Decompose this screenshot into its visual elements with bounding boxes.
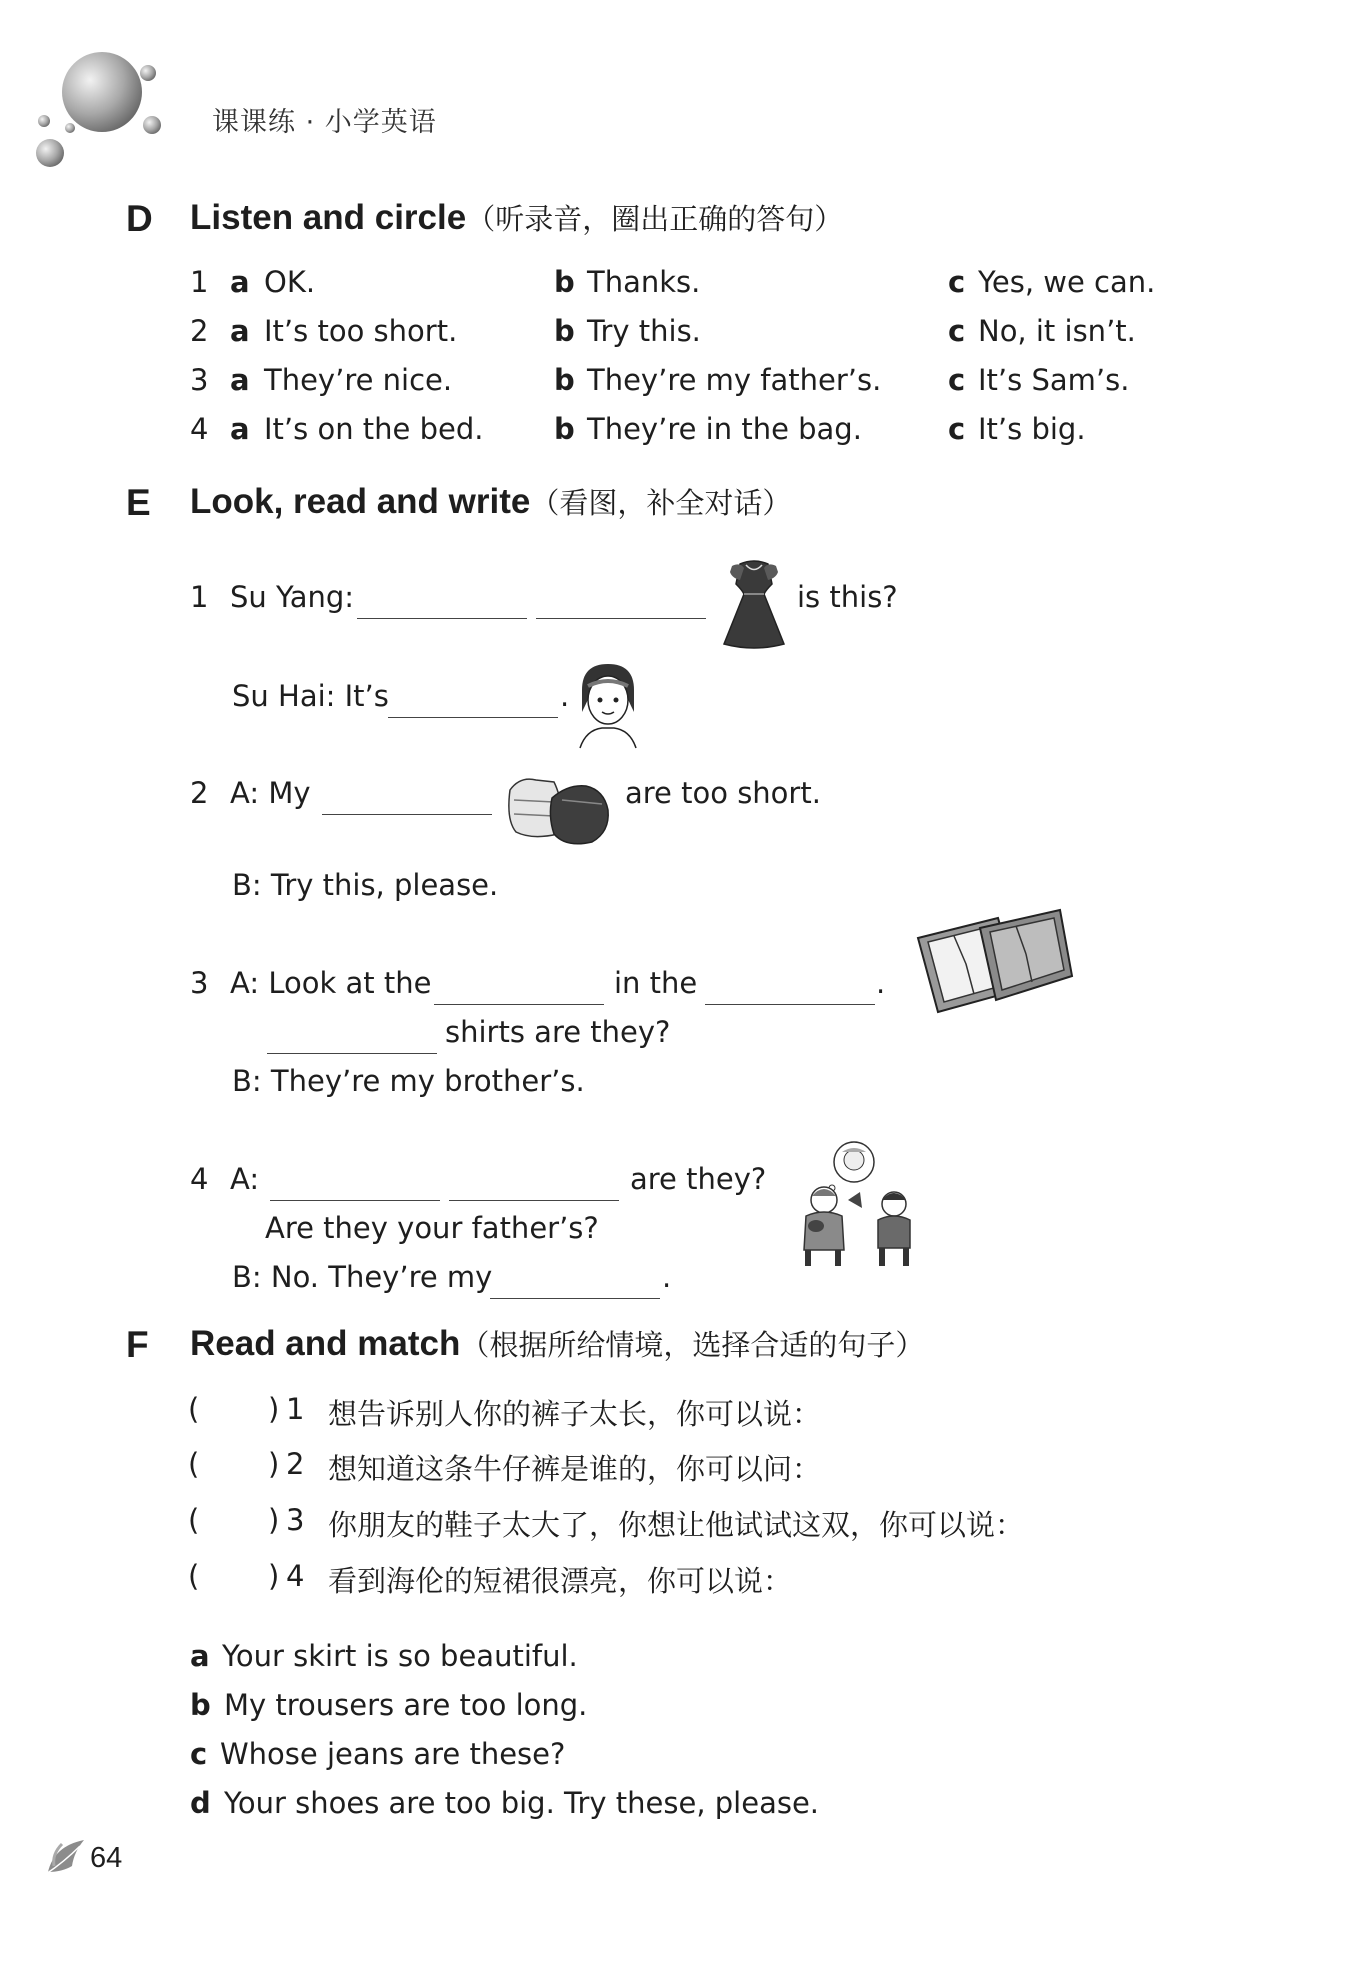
- d-option-b-text: They’re my father’s.: [587, 363, 882, 397]
- d-option-c-letter: c: [948, 412, 966, 446]
- f-paren-close: ): [268, 1392, 280, 1426]
- f-paren-close: ): [268, 1447, 280, 1481]
- f-paren-close: ): [268, 1559, 280, 1593]
- shirts-in-box-picture: [914, 904, 1076, 1022]
- e-q4-number: 4: [190, 1162, 209, 1196]
- e-q2-start: A: My: [230, 776, 311, 810]
- d-option-a-letter: a: [230, 314, 250, 348]
- d-option-a-letter: a: [230, 412, 250, 446]
- section-f-heading: [190, 1323, 924, 1364]
- d-option-a-letter: a: [230, 363, 250, 397]
- d-row-number: 2: [190, 314, 209, 348]
- e-q3-dot: .: [876, 966, 886, 1000]
- section-e-heading: [190, 481, 791, 522]
- page-number: 64: [90, 1842, 123, 1874]
- e-q3-number: 3: [190, 966, 209, 1000]
- f-paren-open: (: [188, 1559, 200, 1593]
- d-option-c-letter: c: [948, 314, 966, 348]
- d-option-c-text: It’s big.: [978, 412, 1086, 446]
- d-option-b-text: They’re in the bag.: [587, 412, 862, 446]
- d-row-number: 1: [190, 265, 209, 299]
- f-paren-close: ): [268, 1503, 280, 1537]
- e-q1-dot: .: [560, 679, 570, 713]
- dress-picture: [718, 556, 790, 651]
- answer-blank[interactable]: [322, 790, 492, 815]
- d-option-a-text: It’s on the bed.: [264, 412, 484, 446]
- e-q4-line3: B: No. They’re my: [232, 1260, 493, 1294]
- d-option-b-letter: b: [554, 314, 575, 348]
- f-paren-open: (: [188, 1447, 200, 1481]
- d-option-c-letter: c: [948, 363, 966, 397]
- d-option-c-text: Yes, we can.: [978, 265, 1156, 299]
- answer-blank[interactable]: [270, 1176, 440, 1201]
- section-f-subtitle: （根据所给情境，选择合适的句子）: [460, 1328, 925, 1362]
- d-option-a-text: It’s too short.: [264, 314, 458, 348]
- d-option-a-text: They’re nice.: [264, 363, 453, 397]
- f-paren-open: (: [188, 1392, 200, 1426]
- section-d-heading: [190, 197, 843, 238]
- answer-bracket-space[interactable]: [204, 1503, 266, 1537]
- answer-blank[interactable]: [490, 1274, 660, 1299]
- answer-bracket-space[interactable]: [204, 1392, 266, 1426]
- answer-bracket-space[interactable]: [204, 1447, 266, 1481]
- f-item-number: 1: [286, 1392, 305, 1426]
- section-e-title: Look, read and write: [190, 482, 531, 521]
- section-d-title: Listen and circle: [190, 198, 467, 237]
- e-q3-line3: B: They’re my brother’s.: [232, 1064, 585, 1098]
- leaf-icon: [44, 1836, 90, 1876]
- header-bubbles-decoration: [30, 48, 180, 178]
- f-option-letter: a: [190, 1639, 210, 1673]
- answer-blank[interactable]: [388, 693, 558, 718]
- sweaters-picture: [502, 770, 614, 850]
- f-option-letter: b: [190, 1688, 211, 1722]
- e-q1-end1: is this?: [797, 580, 898, 614]
- e-q2-number: 2: [190, 776, 209, 810]
- answer-blank[interactable]: [434, 980, 604, 1005]
- d-option-a-letter: a: [230, 265, 250, 299]
- section-d-letter: D: [126, 198, 153, 239]
- section-e-subtitle: （看图，补全对话）: [530, 486, 792, 520]
- f-item-number: 4: [286, 1559, 305, 1593]
- d-option-c-text: No, it isn’t.: [978, 314, 1136, 348]
- section-f-title: Read and match: [190, 1324, 461, 1363]
- boys-with-gloves-picture: [790, 1138, 930, 1268]
- f-option-text: Your shoes are too big. Try these, please.: [224, 1786, 820, 1820]
- d-option-c-text: It’s Sam’s.: [978, 363, 1130, 397]
- section-e-letter: E: [126, 482, 151, 523]
- d-option-b-text: Try this.: [587, 314, 701, 348]
- answer-bracket-space[interactable]: [204, 1559, 266, 1593]
- answer-blank[interactable]: [449, 1176, 619, 1201]
- f-item-text: 你朋友的鞋子太大了，你想让他试试这双，你可以说：: [328, 1508, 1025, 1542]
- e-q1-speaker2: Su Hai: It’s: [232, 679, 389, 713]
- e-q3-mid: in the: [614, 966, 698, 1000]
- f-option-text: Whose jeans are these?: [220, 1737, 566, 1771]
- answer-blank[interactable]: [267, 1029, 437, 1054]
- f-item-text: 想告诉别人你的裤子太长，你可以说：: [328, 1397, 822, 1431]
- e-q1-number: 1: [190, 580, 209, 614]
- e-q2-line2: B: Try this, please.: [232, 868, 499, 902]
- e-q4-dot: .: [662, 1260, 672, 1294]
- d-row-number: 3: [190, 363, 209, 397]
- f-item-text: 想知道这条牛仔裤是谁的，你可以问：: [328, 1452, 822, 1486]
- d-option-b-letter: b: [554, 363, 575, 397]
- f-option-text: Your skirt is so beautiful.: [222, 1639, 578, 1673]
- page-header: 课课练 · 小学英语: [212, 107, 437, 138]
- d-row-number: 4: [190, 412, 209, 446]
- e-q1-speaker1: Su Yang:: [230, 580, 355, 614]
- f-item-text: 看到海伦的短裙很漂亮，你可以说：: [328, 1564, 793, 1598]
- e-q3-start: A: Look at the: [230, 966, 432, 1000]
- answer-blank[interactable]: [705, 980, 875, 1005]
- answer-blank[interactable]: [536, 594, 706, 619]
- f-option-letter: c: [190, 1737, 208, 1771]
- e-q3-line2: shirts are they?: [445, 1015, 671, 1049]
- e-q4-end: are they?: [630, 1162, 767, 1196]
- f-option-letter: d: [190, 1786, 211, 1820]
- f-item-number: 2: [286, 1447, 305, 1481]
- section-f-letter: F: [126, 1324, 149, 1365]
- f-item-number: 3: [286, 1503, 305, 1537]
- d-option-a-text: OK.: [264, 265, 316, 299]
- section-d-subtitle: （听录音，圈出正确的答句）: [466, 202, 844, 236]
- e-q4-line2: Are they your father’s?: [265, 1211, 599, 1245]
- e-q4-start: A:: [230, 1162, 260, 1196]
- f-option-text: My trousers are too long.: [224, 1688, 588, 1722]
- d-option-c-letter: c: [948, 265, 966, 299]
- e-q2-end: are too short.: [625, 776, 821, 810]
- answer-blank[interactable]: [357, 594, 527, 619]
- f-paren-open: (: [188, 1503, 200, 1537]
- d-option-b-text: Thanks.: [587, 265, 701, 299]
- d-option-b-letter: b: [554, 412, 575, 446]
- girl-face-picture: [572, 660, 642, 750]
- d-option-b-letter: b: [554, 265, 575, 299]
